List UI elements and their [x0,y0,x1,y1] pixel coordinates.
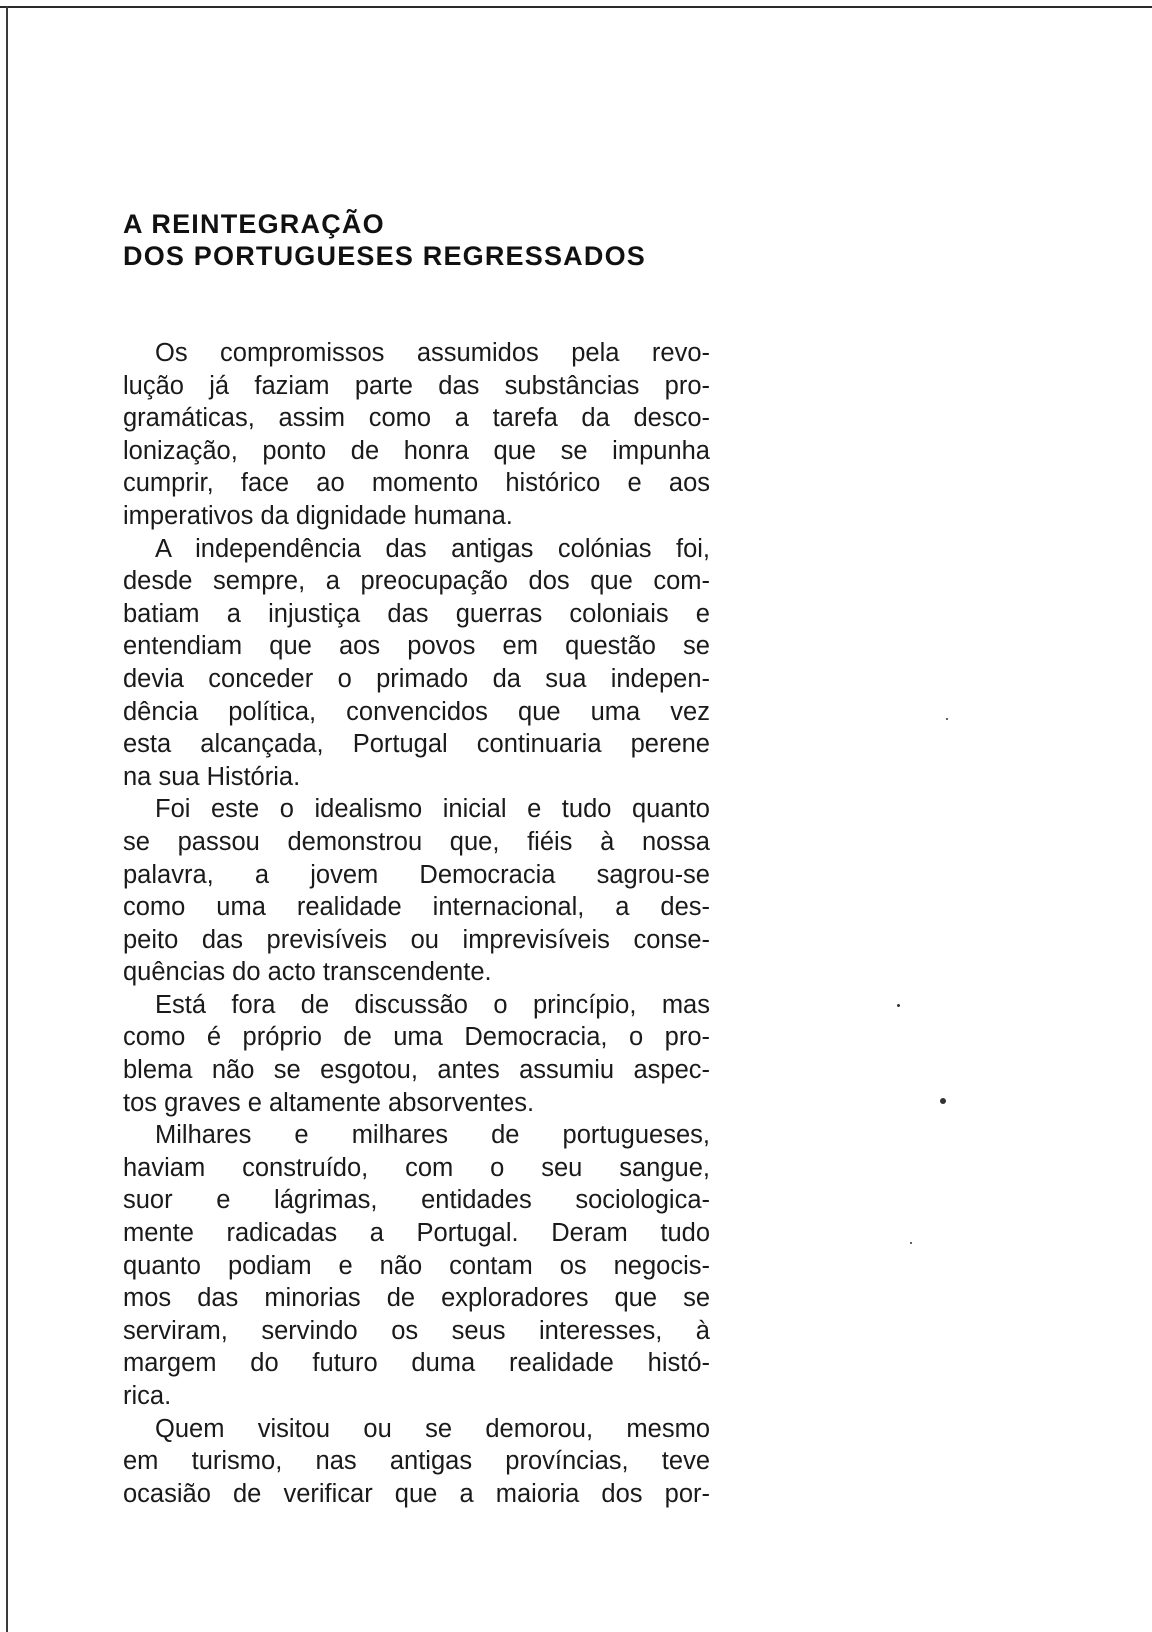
text-line: tos graves e altamente absorventes. [123,1088,535,1117]
text-line: cumprir, face ao momento histórico e aos [123,469,710,498]
text-line: gramáticas, assim como a tarefa da desco- [123,404,710,433]
text-line: mos das minorias de exploradores que se [123,1284,710,1313]
paragraph-5 [123,1119,710,1412]
text-line: quências do acto transcendente. [123,958,492,987]
text-line: imperativos da dignidade humana. [123,501,513,530]
text-line: devia conceder o primado da sua indepen- [123,664,710,693]
text-line: em turismo, nas antigas províncias, teve [123,1447,710,1476]
text-line: Foi este o idealismo inicial e tudo quanto [155,795,710,824]
text-line: rica. [123,1382,172,1410]
text-line: margem do futuro duma realidade histó- [123,1349,710,1378]
text-line: como é próprio de uma Democracia, o pro- [123,1023,710,1052]
title-line-1: A REINTEGRAÇÃO [123,209,385,239]
paragraph-6 [123,1413,710,1511]
text-line: batiam a injustiça das guerras coloniais e [123,599,710,628]
title-line-2: DOS PORTUGUESES REGRESSADOS [123,241,646,271]
scan-speck [897,1004,900,1007]
article-title [123,208,723,272]
text-line: ocasião de verificar que a maioria dos por- [123,1479,710,1508]
article-body [123,337,710,1510]
text-line: Os compromissos assumidos pela revo- [155,339,710,367]
paragraph-3 [123,793,710,989]
text-line: Milhares e milhares de portugueses, [155,1121,710,1150]
text-line: Quem visitou ou se demorou, mesmo [155,1414,710,1443]
text-line: A independência das antigas colónias foi, [155,534,710,563]
scan-speck [946,718,948,720]
text-line: entendiam que aos povos em questão se [123,632,710,661]
text-line: quanto podiam e não contam os negocis- [123,1251,710,1280]
text-line: lução já faziam parte das substâncias pro- [123,371,710,400]
text-line: Está fora de discussão o princípio, mas [155,990,710,1019]
text-line: dência política, convencidos que uma vez [123,697,710,726]
text-line: na sua História. [123,762,301,791]
paragraph-4 [123,989,710,1119]
text-line: palavra, a jovem Democracia sagrou-se [123,860,710,889]
text-line: desde sempre, a preocupação dos que com- [123,567,710,596]
paragraph-2 [123,533,710,794]
text-line: haviam construído, com o seu sangue, [123,1153,710,1182]
text-line: se passou demonstrou que, fiéis à nossa [123,827,710,856]
scan-speck [910,1242,912,1244]
paragraph-1 [123,337,710,533]
scan-speck [940,1098,946,1104]
text-line: lonização, ponto de honra que se impunha [123,436,710,465]
text-line: peito das previsíveis ou imprevisíveis conse- [123,925,710,954]
text-line: esta alcançada, Portugal continuaria perene [123,730,710,759]
text-line: mente radicadas a Portugal. Deram tudo [123,1219,710,1248]
text-line: serviram, servindo os seus interesses, à [123,1316,710,1345]
page-top-border [0,6,1152,8]
text-line: como uma realidade internacional, a des- [123,893,710,922]
text-line: blema não se esgotou, antes assumiu aspec- [123,1056,710,1085]
text-line: suor e lágrimas, entidades sociologica- [123,1186,710,1215]
page-left-border [6,6,8,1632]
